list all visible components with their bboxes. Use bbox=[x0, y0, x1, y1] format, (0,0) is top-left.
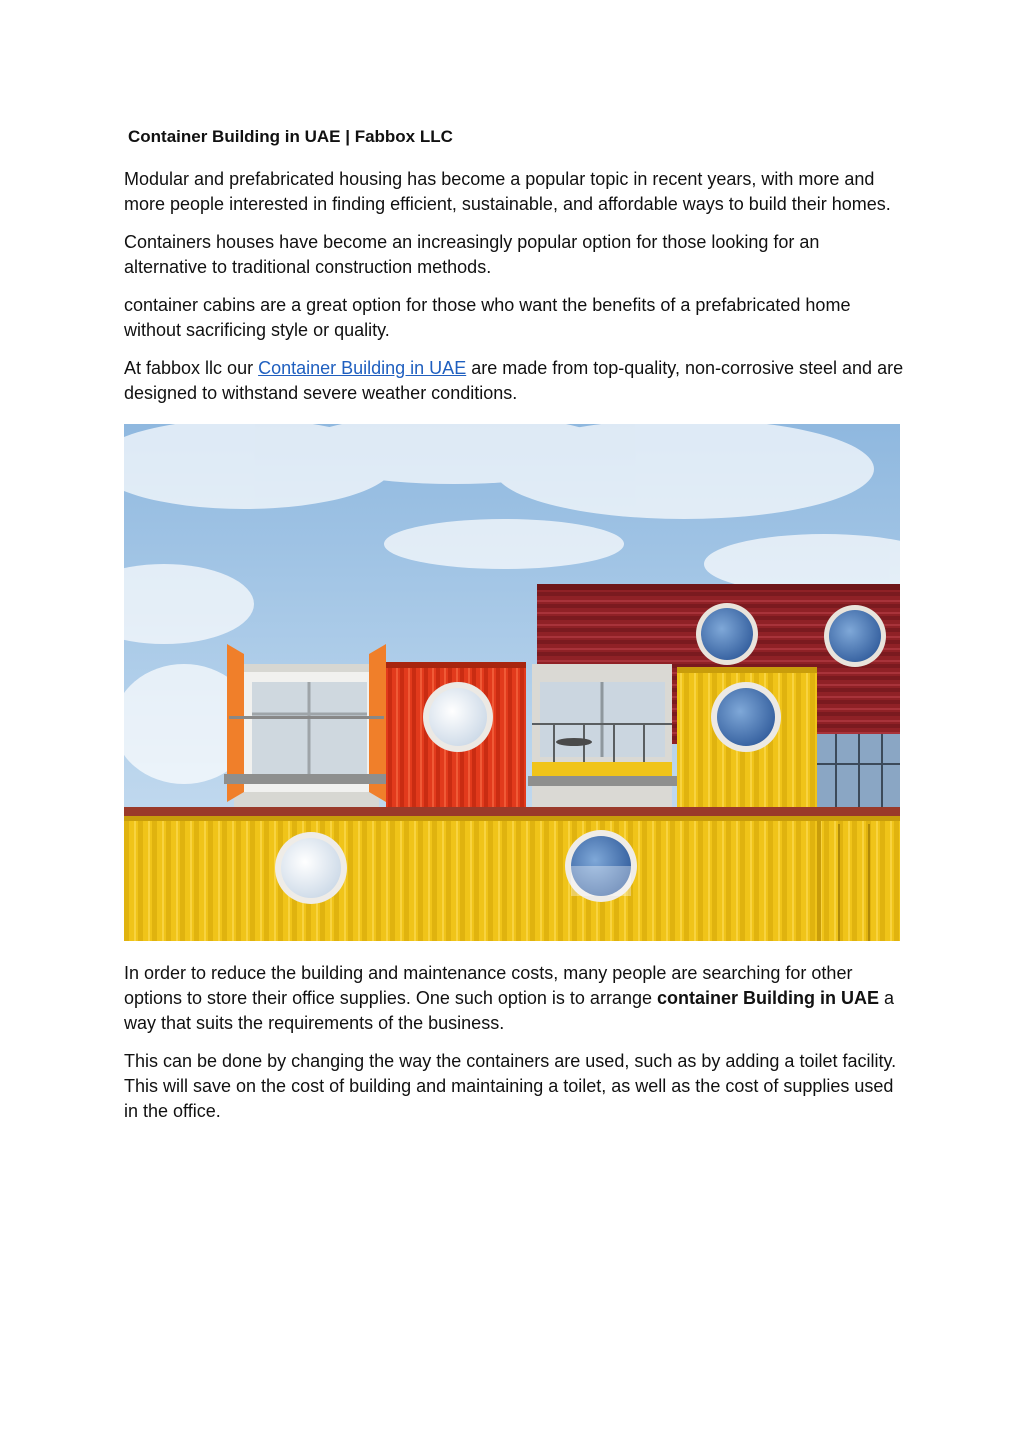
paragraph-toilet-facility: This can be done by changing the way the containers are used, such as by adding a toilet facility. This will save on the cost of building and maintaining a toilet, as well as the cost of supplies used in the office. bbox=[124, 1051, 897, 1121]
paragraph-container-cabins: container cabins are a great option for those who want the benefits of a prefabricated home without sacrificing style or quality. bbox=[124, 295, 851, 340]
document-title: Container Building in UAE | Fabbox LLC bbox=[128, 127, 453, 146]
paragraph-modular-housing: Modular and prefabricated housing has become a popular topic in recent years, with more and more people interested in finding efficient, sustainable, and affordable ways to build their homes. bbox=[124, 169, 891, 214]
paragraph-fabbox-steel-intro: At fabbox llc our bbox=[124, 358, 259, 378]
paragraph-reduce-costs bbox=[124, 961, 904, 1036]
paragraph-reduce-costs-intro: In order to reduce the building and maintenance costs, many people are searching for other options to store their office supplies. One such option is to arrange bbox=[124, 963, 853, 1008]
container-building-bold-term: container Building in UAE bbox=[656, 988, 879, 1008]
container-building-photo bbox=[124, 424, 900, 941]
container-building-link[interactable]: Container Building in UAE bbox=[258, 358, 467, 378]
document-body bbox=[124, 124, 904, 1137]
paragraph-fabbox-steel bbox=[124, 356, 904, 406]
paragraph-fabbox-steel-rest: are made from top-quality, non-corrosive steel and are designed to withstand severe weather conditions. bbox=[124, 358, 904, 403]
paragraph-container-houses: Containers houses have become an increasingly popular option for those looking for an alternative to traditional construction methods. bbox=[124, 232, 820, 277]
paragraph-reduce-costs-rest: a way that suits the requirements of the business. bbox=[124, 988, 895, 1033]
